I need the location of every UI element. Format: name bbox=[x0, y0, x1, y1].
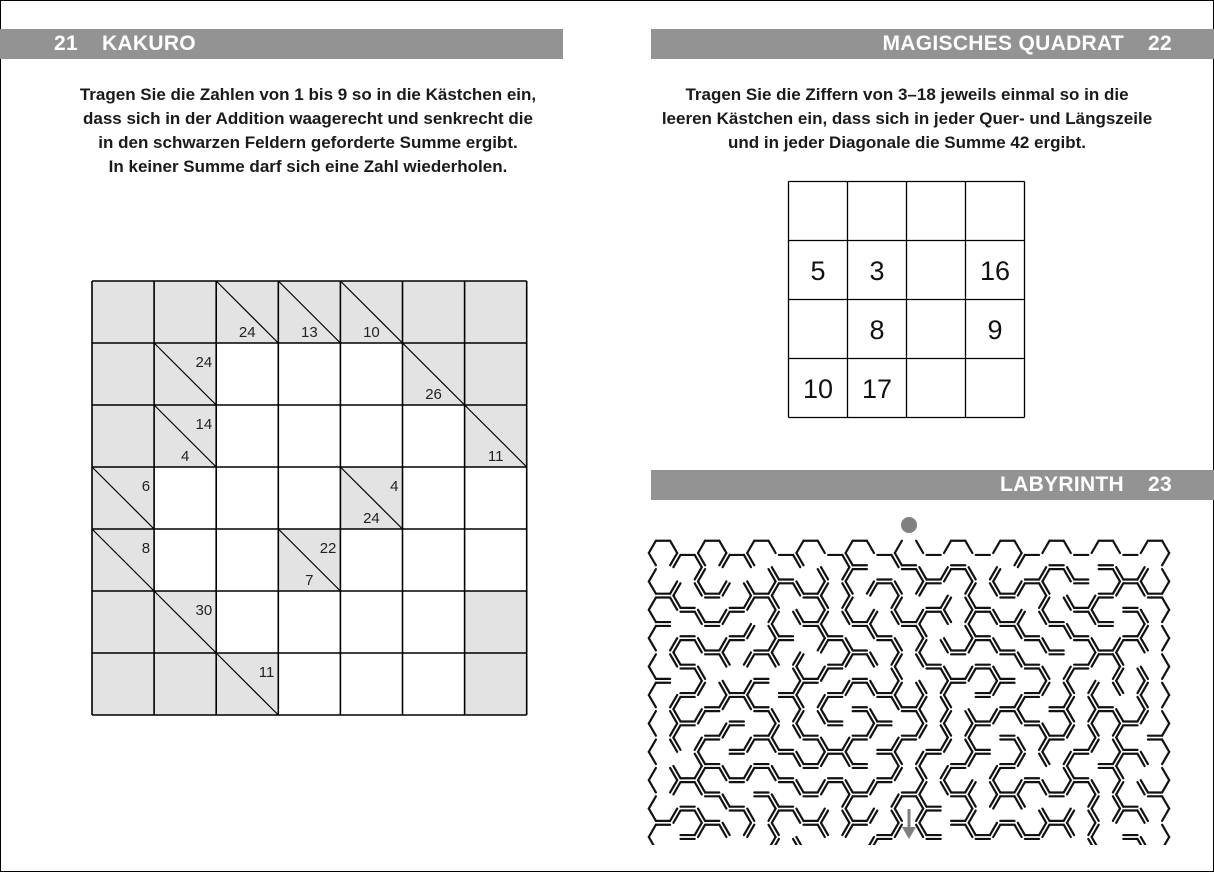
kakuro-clue-down: 11 bbox=[487, 448, 504, 465]
kakuro-clue-cell bbox=[154, 653, 216, 715]
maze-wall bbox=[1162, 723, 1169, 735]
kakuro-clue-cell bbox=[92, 405, 154, 467]
maze-wall bbox=[649, 780, 656, 792]
maze-wall bbox=[1064, 541, 1071, 553]
kakuro-clue-cell bbox=[92, 653, 154, 715]
maze-wall bbox=[1162, 569, 1169, 581]
maze-wall bbox=[1162, 626, 1169, 638]
kakuro-grid bbox=[90, 279, 530, 718]
kakuro-clue-down: 26 bbox=[425, 386, 442, 403]
kakuro-empty-cell bbox=[278, 467, 340, 529]
maze-wall bbox=[649, 667, 656, 679]
kakuro-empty-cell bbox=[340, 653, 402, 715]
kakuro-clue-right: 11 bbox=[258, 664, 275, 681]
labyrinth-maze bbox=[640, 505, 1174, 845]
maze-wall bbox=[796, 837, 803, 845]
maze-wall bbox=[1162, 711, 1169, 723]
kakuro-empty-cell bbox=[216, 529, 278, 591]
maze-wall bbox=[649, 569, 656, 581]
kakuro-empty-cell bbox=[403, 591, 465, 653]
maze-wall bbox=[649, 837, 656, 845]
maze-wall bbox=[649, 683, 656, 695]
labyrinth-title: LABYRINTH bbox=[1000, 473, 1125, 496]
maze-wall bbox=[1162, 553, 1169, 565]
maze-wall bbox=[895, 541, 902, 553]
maze-wall bbox=[649, 752, 656, 764]
maze-wall bbox=[1162, 809, 1169, 821]
maze-wall bbox=[649, 695, 656, 707]
labyrinth-number: 23 bbox=[1148, 473, 1172, 496]
magic-square-number: 22 bbox=[1148, 32, 1172, 55]
maze-wall bbox=[965, 541, 972, 553]
magic-square-instructions bbox=[640, 83, 1174, 155]
kakuro-instruction-line: in den schwarzen Feldern geforderte Summe ergibt. bbox=[98, 133, 518, 152]
labyrinth-header-bar bbox=[651, 470, 1214, 500]
magic-square-value: 5 bbox=[810, 256, 826, 286]
maze-wall bbox=[1162, 541, 1169, 553]
maze-exit-arrow-head bbox=[902, 827, 916, 839]
kakuro-clue-cell bbox=[465, 343, 527, 405]
kakuro-empty-cell bbox=[278, 653, 340, 715]
kakuro-number: 21 bbox=[54, 32, 78, 55]
maze-wall bbox=[993, 541, 1000, 553]
kakuro-empty-cell bbox=[340, 405, 402, 467]
kakuro-clue-down: 13 bbox=[301, 324, 318, 341]
kakuro-clue-down: 10 bbox=[363, 324, 380, 341]
maze-wall bbox=[1162, 837, 1169, 845]
maze-wall bbox=[1092, 541, 1099, 553]
maze-wall bbox=[867, 837, 874, 845]
kakuro-clue-down: 7 bbox=[305, 572, 314, 589]
magic-instruction-line: leeren Kästchen ein, dass sich in jeder Quer- und Längszeile bbox=[661, 109, 1153, 128]
maze-wall bbox=[846, 541, 853, 553]
kakuro-empty-cell bbox=[403, 653, 465, 715]
maze-wall bbox=[649, 711, 656, 723]
magic-square-value: 8 bbox=[869, 315, 885, 345]
maze-wall bbox=[1162, 610, 1169, 622]
kakuro-clue-down: 24 bbox=[238, 324, 256, 341]
kakuro-empty-cell bbox=[340, 529, 402, 591]
maze-wall bbox=[649, 598, 656, 610]
maze-wall bbox=[796, 541, 803, 553]
kakuro-empty-cell bbox=[403, 529, 465, 591]
kakuro-empty-cell bbox=[340, 591, 402, 653]
maze-wall bbox=[747, 541, 754, 553]
kakuro-empty-cell bbox=[216, 467, 278, 529]
magic-square-grid bbox=[787, 180, 1026, 419]
maze-wall bbox=[1162, 752, 1169, 764]
kakuro-empty-cell bbox=[278, 405, 340, 467]
kakuro-empty-cell bbox=[403, 467, 465, 529]
magic-square-header-bar bbox=[651, 29, 1214, 59]
kakuro-clue-cell bbox=[92, 343, 154, 405]
magic-square-value: 10 bbox=[802, 374, 834, 404]
kakuro-empty-cell bbox=[340, 343, 402, 405]
maze-wall bbox=[1042, 541, 1049, 553]
maze-wall bbox=[649, 809, 656, 821]
kakuro-instruction-line: dass sich in der Addition waagerecht und senkrecht die bbox=[83, 109, 533, 128]
maze-wall bbox=[1162, 825, 1169, 837]
maze-wall bbox=[649, 768, 656, 780]
kakuro-clue-cell bbox=[465, 281, 527, 343]
kakuro-clue-cell bbox=[154, 281, 216, 343]
kakuro-empty-cell bbox=[216, 343, 278, 405]
maze-wall bbox=[649, 825, 656, 837]
magic-square-value: 9 bbox=[987, 315, 1003, 345]
maze-wall bbox=[719, 541, 726, 553]
maze-wall bbox=[769, 541, 776, 553]
kakuro-empty-cell bbox=[465, 529, 527, 591]
maze-wall bbox=[1162, 740, 1169, 752]
kakuro-header-bar bbox=[0, 29, 563, 59]
maze-wall bbox=[649, 654, 656, 666]
kakuro-clue-right: 8 bbox=[141, 540, 151, 557]
maze-wall bbox=[944, 541, 951, 553]
maze-wall bbox=[1162, 796, 1169, 808]
kakuro-clue-right: 6 bbox=[141, 478, 151, 495]
kakuro-empty-cell bbox=[278, 591, 340, 653]
magic-square-value: 17 bbox=[861, 374, 893, 404]
maze-wall bbox=[1141, 541, 1148, 553]
maze-wall bbox=[1162, 695, 1169, 707]
maze-start-marker bbox=[901, 517, 917, 533]
kakuro-clue-right: 4 bbox=[390, 478, 399, 495]
maze-wall bbox=[698, 541, 705, 553]
maze-wall bbox=[1162, 581, 1169, 593]
maze-wall bbox=[649, 796, 656, 808]
maze-wall bbox=[1141, 837, 1148, 845]
maze-wall bbox=[670, 541, 677, 553]
kakuro-instruction-line: Tragen Sie die Zahlen von 1 bis 9 so in die Kästchen ein, bbox=[79, 85, 537, 104]
kakuro-empty-cell bbox=[216, 405, 278, 467]
kakuro-clue-cell bbox=[92, 591, 154, 653]
kakuro-clue-cell bbox=[465, 653, 527, 715]
kakuro-empty-cell bbox=[154, 467, 216, 529]
maze-wall bbox=[1113, 541, 1120, 553]
kakuro-clue-right: 24 bbox=[195, 354, 213, 371]
maze-wall bbox=[649, 638, 656, 650]
kakuro-title: KAKURO bbox=[101, 32, 196, 55]
kakuro-empty-cell bbox=[216, 591, 278, 653]
kakuro-clue-right: 22 bbox=[319, 540, 337, 557]
maze-wall bbox=[649, 740, 656, 752]
maze-wall bbox=[649, 626, 656, 638]
magic-square-value: 16 bbox=[979, 256, 1011, 286]
maze-wall bbox=[1162, 654, 1169, 666]
maze-wall bbox=[649, 610, 656, 622]
maze-wall bbox=[916, 541, 923, 553]
kakuro-empty-cell bbox=[278, 343, 340, 405]
kakuro-clue-cell bbox=[403, 281, 465, 343]
kakuro-clue-right: 30 bbox=[195, 602, 213, 619]
maze-wall bbox=[1162, 638, 1169, 650]
maze-wall bbox=[649, 553, 656, 565]
kakuro-clue-down: 4 bbox=[180, 448, 190, 465]
kakuro-clue-cell bbox=[465, 591, 527, 653]
maze-wall bbox=[1162, 667, 1169, 679]
magic-square-value: 3 bbox=[869, 256, 885, 286]
kakuro-clue-down: 24 bbox=[363, 510, 380, 527]
maze-wall bbox=[1162, 683, 1169, 695]
kakuro-empty-cell bbox=[465, 467, 527, 529]
kakuro-instructions bbox=[38, 83, 578, 179]
kakuro-empty-cell bbox=[154, 529, 216, 591]
maze-wall bbox=[649, 581, 656, 593]
kakuro-empty-cell bbox=[403, 405, 465, 467]
maze-wall bbox=[1092, 837, 1099, 845]
maze-wall bbox=[1015, 541, 1022, 553]
maze-wall bbox=[818, 541, 825, 553]
maze-wall bbox=[1162, 780, 1169, 792]
kakuro-clue-right: 14 bbox=[195, 416, 213, 433]
kakuro-instruction-line: In keiner Summe darf sich eine Zahl wiederholen. bbox=[108, 157, 508, 176]
magic-instruction-line: und in jeder Diagonale die Summe 42 ergibt. bbox=[727, 133, 1087, 152]
magic-square-title: MAGISCHES QUADRAT bbox=[882, 32, 1125, 55]
magic-instruction-line: Tragen Sie die Ziffern von 3–18 jeweils einmal so in die bbox=[685, 85, 1129, 104]
maze-wall bbox=[1162, 768, 1169, 780]
kakuro-clue-cell bbox=[92, 281, 154, 343]
maze-wall bbox=[1162, 598, 1169, 610]
maze-wall bbox=[867, 541, 874, 553]
maze-wall bbox=[769, 837, 776, 845]
maze-wall bbox=[649, 723, 656, 735]
maze-wall bbox=[649, 541, 656, 553]
